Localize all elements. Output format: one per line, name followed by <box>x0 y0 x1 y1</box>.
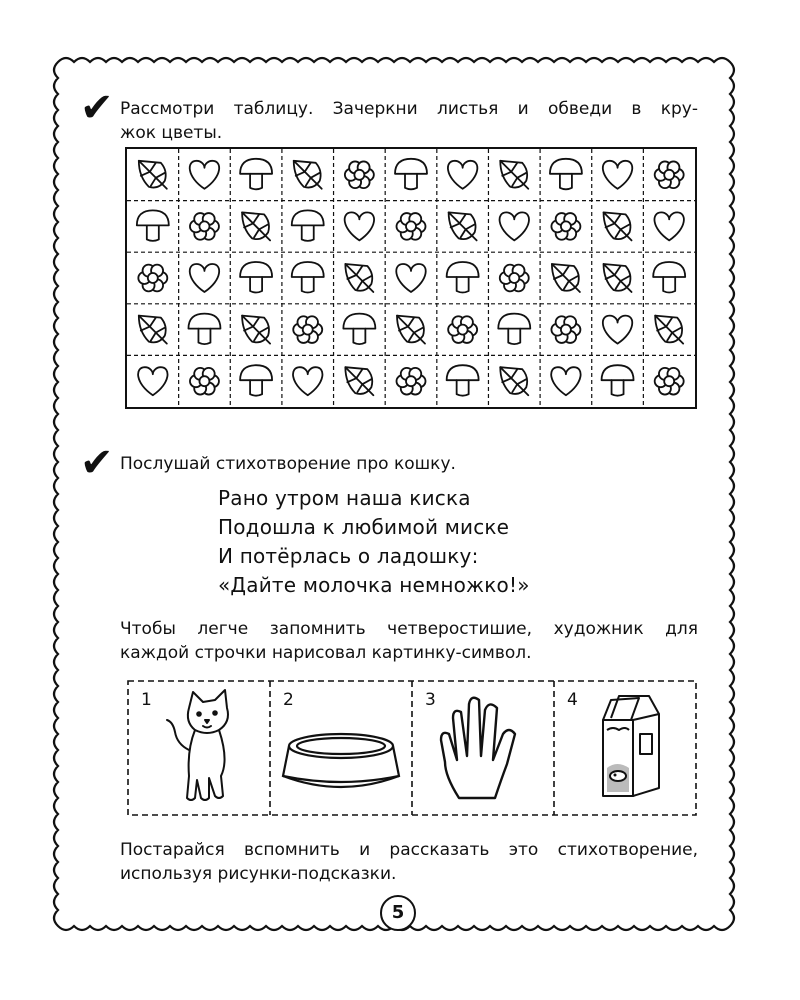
mushroom-icon <box>240 159 272 190</box>
task1-instruction <box>120 97 698 145</box>
mushroom-icon <box>343 314 375 345</box>
leaf-icon <box>242 212 270 240</box>
symbol-table-cells <box>127 149 695 407</box>
leaf-icon <box>604 264 632 292</box>
task2-instruction: Послушай стихотворение про кошку. <box>120 454 456 474</box>
flower-icon <box>138 265 167 292</box>
milk-carton-icon <box>603 696 659 796</box>
final-instruction <box>120 838 698 886</box>
mushroom-icon <box>292 262 324 293</box>
leaf-icon <box>345 264 373 292</box>
flower-icon <box>655 368 684 395</box>
heart-icon <box>293 367 322 395</box>
mushroom-icon <box>498 314 530 345</box>
leaf-icon <box>500 367 528 395</box>
explanation-line2: каждой строчки нарисовал картинку-символ. <box>120 643 532 663</box>
heart-icon <box>603 316 632 344</box>
bowl-icon <box>283 734 399 787</box>
mushroom-icon <box>447 365 479 396</box>
symbol-table <box>125 147 697 409</box>
heart-icon <box>551 367 580 395</box>
mushroom-icon <box>653 262 685 293</box>
picture-number-3: 3 <box>425 690 436 710</box>
flower-icon <box>448 316 477 343</box>
leaf-icon <box>139 316 167 344</box>
mushroom-icon <box>240 365 272 396</box>
flower-icon <box>293 316 322 343</box>
page-number: 5 <box>380 895 416 931</box>
mushroom-icon <box>240 262 272 293</box>
explanation-line1: Чтобы легче запомнить четверостишие, художник для <box>120 619 698 639</box>
final-line2: используя рисунки-подсказки. <box>120 864 397 884</box>
picture-number-2: 2 <box>283 690 294 710</box>
checkmark-icon: ✔ <box>80 440 114 486</box>
flower-icon <box>397 213 426 240</box>
leaf-icon <box>139 161 167 189</box>
mushroom-icon <box>395 159 427 190</box>
final-line1: Постарайся вспомнить и рассказать это стихотворение, <box>120 840 698 860</box>
heart-icon <box>603 161 632 189</box>
leaf-icon <box>500 161 528 189</box>
mushroom-icon <box>602 365 634 396</box>
heart-icon <box>345 212 374 240</box>
leaf-icon <box>449 212 477 240</box>
leaf-icon <box>655 316 683 344</box>
leaf-icon <box>345 367 373 395</box>
explanation-paragraph <box>120 617 698 665</box>
picture-hints <box>127 680 697 816</box>
picture-number-1: 1 <box>141 690 152 710</box>
flower-icon <box>500 265 529 292</box>
hand-icon <box>441 698 515 798</box>
flower-icon <box>655 161 684 188</box>
leaf-icon <box>604 212 632 240</box>
leaf-icon <box>552 264 580 292</box>
flower-icon <box>190 368 219 395</box>
flower-icon <box>345 161 374 188</box>
heart-icon <box>654 212 683 240</box>
flower-icon <box>397 368 426 395</box>
leaf-icon <box>294 161 322 189</box>
poem-line-1: Рано утром наша киска <box>218 486 471 510</box>
heart-icon <box>190 264 219 292</box>
flower-icon <box>551 316 580 343</box>
task1-line1: Рассмотри таблицу. Зачеркни листья и обведи в кру- <box>120 99 698 119</box>
heart-icon <box>138 367 167 395</box>
poem <box>218 484 530 600</box>
checkmark-icon: ✔ <box>80 85 114 131</box>
leaf-icon <box>242 316 270 344</box>
flower-icon <box>551 213 580 240</box>
task1-line2: жок цветы. <box>120 123 223 143</box>
heart-icon <box>448 161 477 189</box>
mushroom-icon <box>292 210 324 241</box>
heart-icon <box>190 161 219 189</box>
poem-line-3: И потёрлась о ладошку: <box>218 544 479 568</box>
flower-icon <box>190 213 219 240</box>
leaf-icon <box>397 316 425 344</box>
poem-line-4: «Дайте молочка немножко!» <box>218 573 530 597</box>
picture-hints-frame <box>127 680 697 816</box>
poem-line-2: Подошла к любимой миске <box>218 515 510 539</box>
heart-icon <box>500 212 529 240</box>
mushroom-icon <box>550 159 582 190</box>
mushroom-icon <box>447 262 479 293</box>
mushroom-icon <box>137 210 169 241</box>
picture-number-4: 4 <box>567 690 578 710</box>
heart-icon <box>396 264 425 292</box>
cat-icon <box>167 690 228 800</box>
mushroom-icon <box>188 314 220 345</box>
